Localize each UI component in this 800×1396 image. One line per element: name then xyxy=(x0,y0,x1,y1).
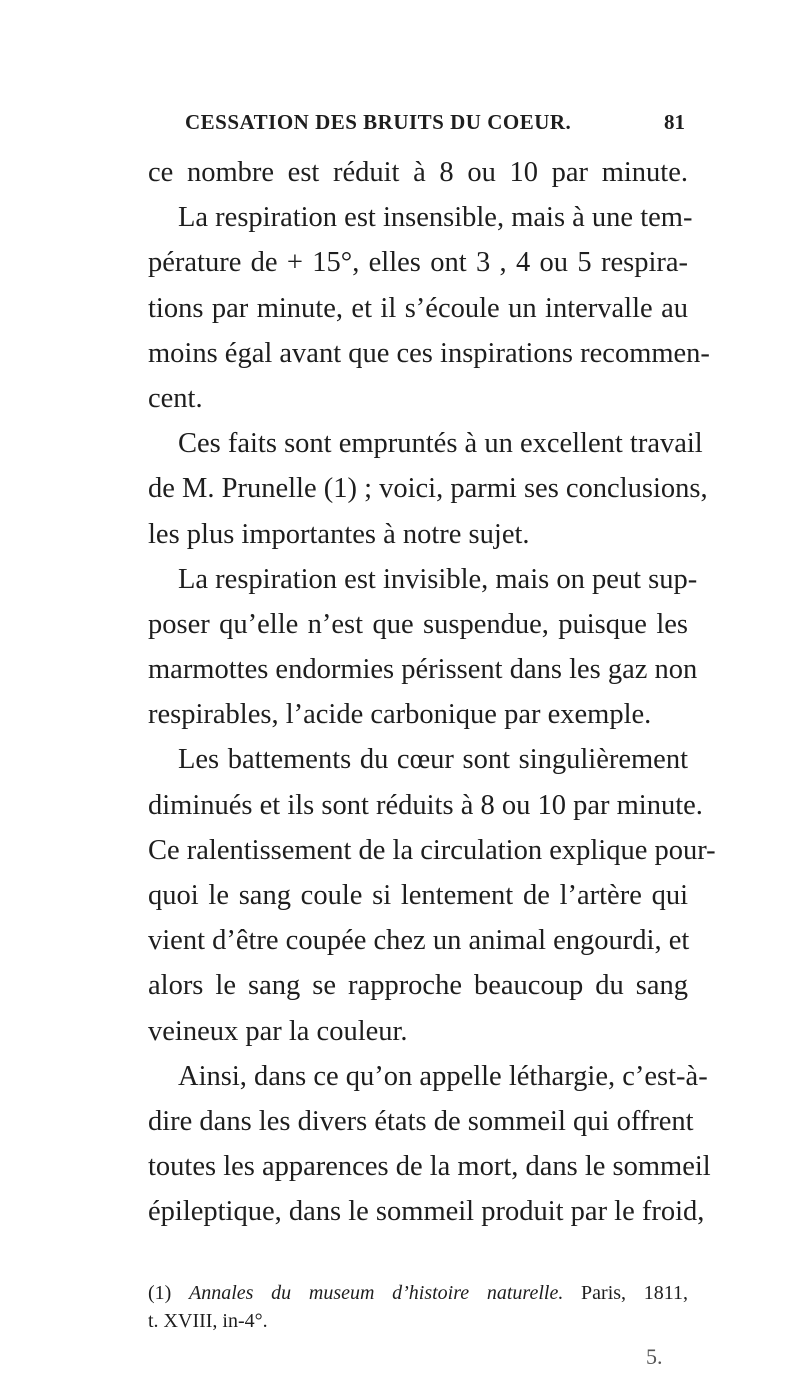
footnote-line xyxy=(148,1279,688,1307)
running-head xyxy=(155,110,685,140)
text-line: dire dans les divers états de sommeil qui offrent xyxy=(148,1105,694,1137)
text-line: La respiration est invisible, mais on peut sup- xyxy=(178,563,698,595)
page-number: 81 xyxy=(664,110,685,134)
text-line: Ce ralentissement de la circulation explique pour- xyxy=(148,834,716,866)
text-line: tions par minute, et il s’écoule un intervalle au xyxy=(148,292,688,324)
text-line: moins égal avant que ces inspirations recommen- xyxy=(148,337,710,369)
text-line: quoi le sang coule si lentement de l’artère qui xyxy=(148,880,688,911)
text-line: poser qu’elle n’est que suspendue, puisque les xyxy=(148,608,688,640)
text-line: cent. xyxy=(148,382,203,414)
signature-mark: 5. xyxy=(646,1344,663,1369)
text-line: de M. Prunelle (1) ; voici, parmi ses conclusions, xyxy=(148,473,708,505)
footnote-line-2: t. XVIII, in-4°. xyxy=(148,1310,268,1332)
text-line: vient d’être coupée chez un animal engourdi, et xyxy=(148,925,690,957)
text-line: pérature de + 15°, elles ont 3 , 4 ou 5 respira- xyxy=(148,247,688,279)
text-line: respirables, l’acide carbonique par exemple. xyxy=(148,699,652,731)
text-line: veineux par la couleur. xyxy=(148,1015,408,1047)
text-line: alors le sang se rapproche beaucoup du sang xyxy=(148,970,688,1002)
footnote-rest: Paris, 1811, xyxy=(581,1282,688,1304)
footnote xyxy=(148,1279,688,1335)
text-line: diminués et ils sont réduits à 8 ou 10 par minute. xyxy=(148,789,703,821)
text-line: épileptique, dans le sommeil produit par le froid, xyxy=(148,1196,705,1228)
text-line: les plus importantes à notre sujet. xyxy=(148,518,530,550)
footnote-marker: (1) xyxy=(148,1282,172,1304)
body-text xyxy=(148,150,716,1235)
text-line: La respiration est insensible, mais à une tem- xyxy=(178,202,693,234)
text-line: Ces faits sont empruntés à un excellent travail xyxy=(178,428,703,460)
text-line: Ainsi, dans ce qu’on appelle léthargie, c’est-à- xyxy=(178,1060,708,1092)
text-line: toutes les apparences de la mort, dans le sommeil xyxy=(148,1151,711,1183)
text-line: marmottes endormies périssent dans les gaz non xyxy=(148,654,698,686)
running-title: CESSATION DES BRUITS DU COEUR. xyxy=(185,110,572,134)
text-line: Les battements du cœur sont singulièrement xyxy=(178,744,688,776)
footnote-title: Annales du museum d’histoire naturelle. xyxy=(189,1282,564,1304)
text-line: ce nombre est réduit à 8 ou 10 par minute. xyxy=(148,157,688,188)
